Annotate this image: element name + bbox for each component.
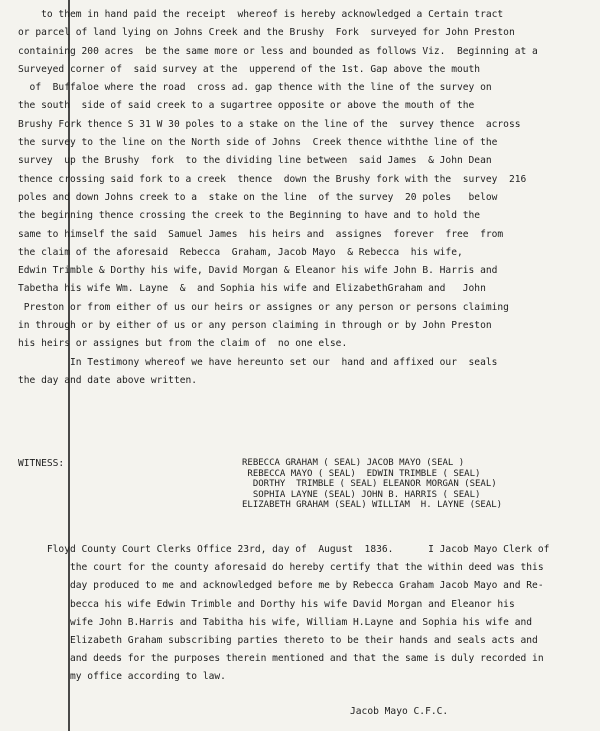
deed-line: Surveyed corner of said survey at the upperend of the 1st. Gap above the mouth: [18, 63, 481, 75]
certificate-line: and deeds for the purposes therein mentioned and that the same is duly recorded in: [18, 653, 544, 665]
deed-line: of Buffaloe where the road cross ad. gap thence with the line of the survey on: [18, 82, 492, 94]
witness-label: WITNESS:: [18, 458, 65, 469]
signature-line: ELIZABETH GRAHAM (SEAL) WILLIAM H. LAYNE (SEAL): [242, 500, 503, 510]
deed-line: to them in hand paid the receipt whereof is hereby acknowledged a Certain tract: [18, 9, 504, 20]
deed-line: the day and date above written.: [18, 374, 198, 386]
deed-line: his heirs or assignes but from the claim of no one else.: [18, 338, 348, 350]
deed-line: or parcel of land lying on Johns Creek and the Brushy Fork surveyed for John Preston: [18, 27, 515, 39]
deed-line: containing 200 acres be the same more or less and bounded as follows Viz. Beginning at a: [18, 45, 538, 57]
deed-line: Preston or from either of us our heirs or assignes or any person or persons claiming: [18, 301, 509, 313]
certificate-line: my office according to law.: [18, 671, 226, 683]
deed-body: [18, 6, 590, 390]
clerk-signature: Jacob Mayo C.F.C.: [350, 706, 449, 717]
deed-line: the survey to the line on the North side of Johns Creek thence withthe line of the: [18, 137, 498, 149]
deed-line: in through or by either of us or any person claiming in through or by John Preston: [18, 320, 492, 332]
certificate-line: wife John B.Harris and Tabitha his wife, William H.Layne and Sophia his wife and: [18, 616, 533, 628]
deed-line: Brushy Fork thence S 31 W 30 poles to a stake on the line of the survey thence across: [18, 118, 521, 130]
signature-line: DORTHY TRIMBLE ( SEAL) ELEANOR MORGAN (SEAL): [242, 479, 497, 489]
signature-line: SOPHIA LAYNE (SEAL) JOHN B. HARRIS ( SEAL): [242, 489, 481, 500]
certificate-line: day produced to me and acknowledged before me by Rebecca Graham Jacob Mayo and Re-: [18, 580, 544, 592]
deed-line: poles and down Johns creek to a stake on the line of the survey 20 poles below: [18, 191, 498, 203]
clerk-certificate: [18, 541, 590, 687]
deed-line: the beginning thence crossing the creek to the Beginning to have and to hold the: [18, 210, 481, 222]
certificate-line: becca his wife Edwin Trimble and Dorthy his wife David Morgan and Eleanor his: [18, 598, 515, 610]
deed-line: Tabetha his wife Wm. Layne & and Sophia his wife and ElizabethGraham and John: [18, 283, 486, 295]
deed-line: thence crossing said fork to a creek thence down the Brushy fork with the survey 216: [18, 173, 527, 185]
deed-line: the claim of the aforesaid Rebecca Graham, Jacob Mayo & Rebecca his wife,: [18, 246, 463, 258]
deed-line: In Testimony whereof we have hereunto set our hand and affixed our seals: [18, 356, 498, 368]
signature-line: REBECCA GRAHAM ( SEAL) JACOB MAYO (SEAL ): [242, 458, 465, 468]
certificate-line: the court for the county aforesaid do hereby certify that the within deed was this: [18, 562, 544, 574]
deed-line: survey up the Brushy fork to the dividing line between said James & John Dean: [18, 155, 492, 167]
certificate-line: Elizabeth Graham subscribing parties thereto to be their hands and seals acts and: [18, 634, 538, 646]
witness-signature-block: [18, 458, 590, 511]
signature-line: REBECCA MAYO ( SEAL) EDWIN TRIMBLE ( SEAL): [242, 468, 481, 479]
deed-line: the south side of said creek to a sugartree opposite or above the mouth of the: [18, 100, 475, 112]
deed-line: same to himself the said Samuel James his heirs and assignes forever free from: [18, 228, 504, 240]
deed-line: Edwin Trimble & Dorthy his wife, David Morgan & Eleanor his wife John B. Harris and: [18, 265, 498, 277]
certificate-line: Floyd County Court Clerks Office 23rd, day of August 1836. I Jacob Mayo Clerk of: [18, 544, 550, 555]
